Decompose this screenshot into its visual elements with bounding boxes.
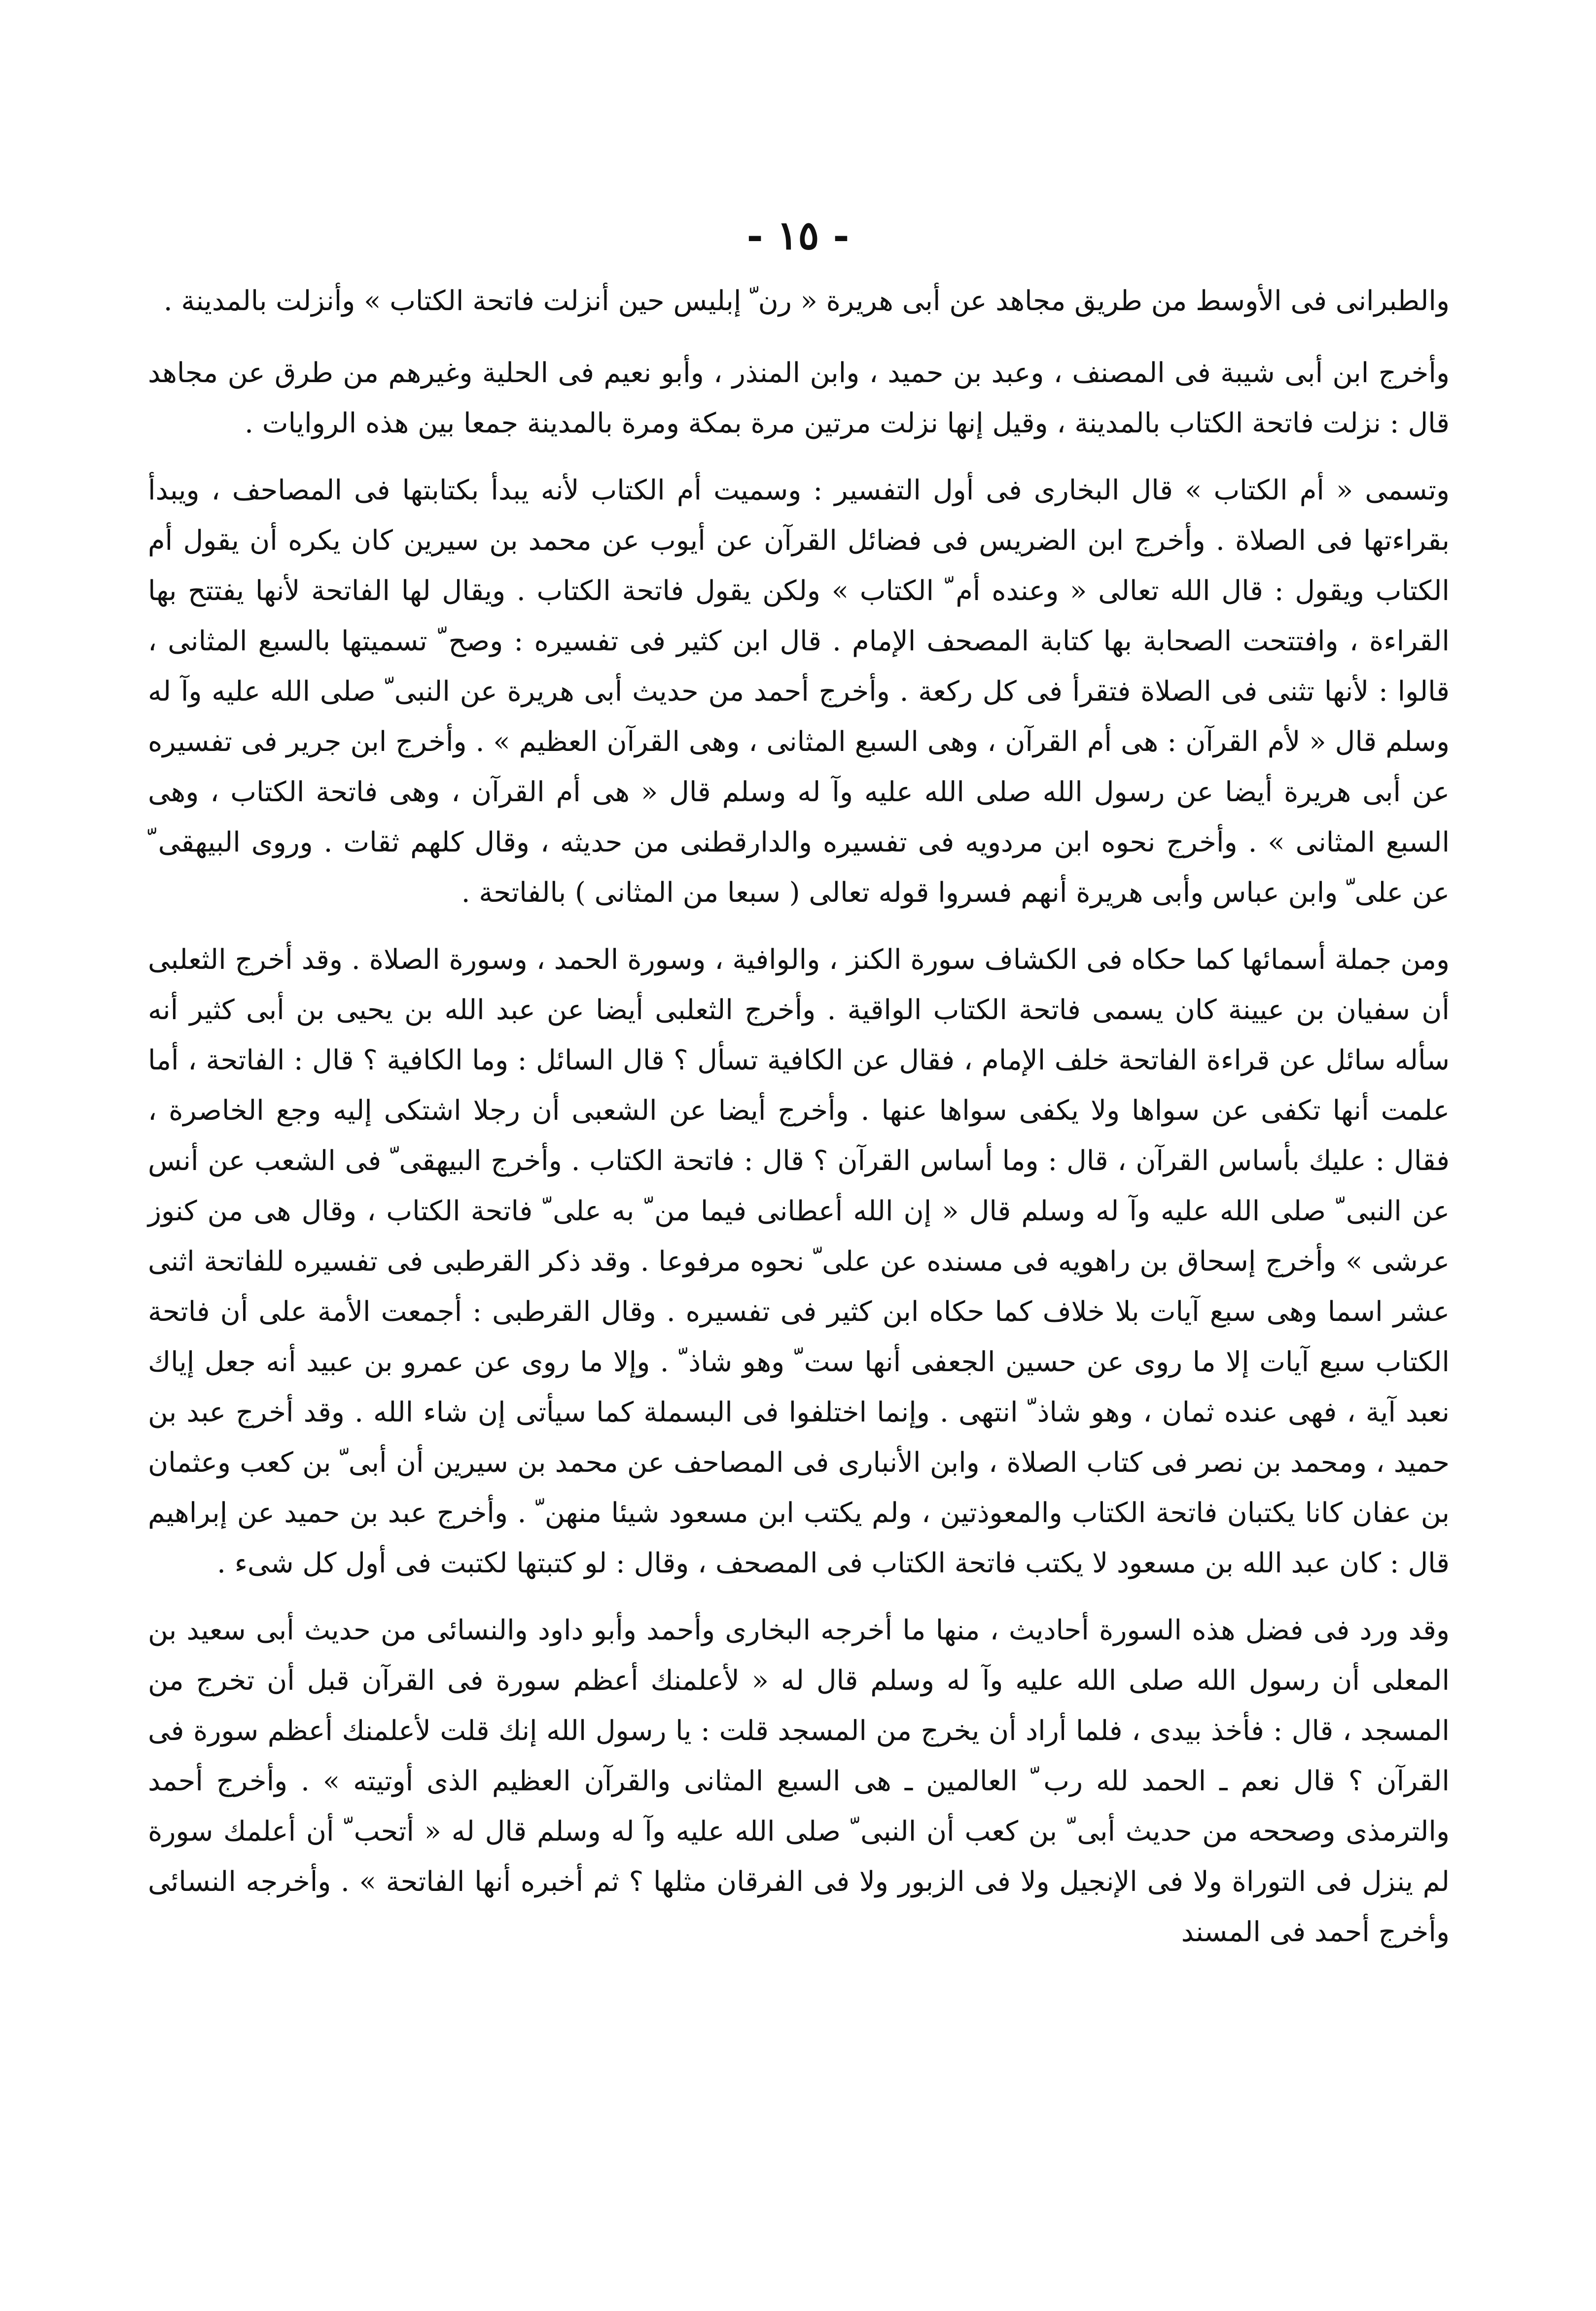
text-body — [148, 276, 1450, 1974]
paragraph: وأخرج ابن أبى شيبة فى المصنف ، وعبد بن حميد ، وابن المنذر ، وأبو نعيم فى الحلية وغيرهم من طرق عن مجاهد قال : نزلت فاتحة الكتاب بالمدينة ، وقيل إنها نزلت مرتين مرة بمكة ومرة بالمدينة جمعا بين هذه الروايات . — [148, 357, 1450, 439]
paragraph: ومن جملة أسمائها كما حكاه فى الكشاف سورة الكنز ، والوافية ، وسورة الحمد ، وسورة الصلاة . وقد أخرج الثعلبى أن سفيان بن عيينة كان يسمى فاتحة الكتاب الواقية . وأخرج الثعلبى أيضا عن عبد الله بن يحيى بن أبى كثير أنه سأله سائل عن قراءة الفاتحة خلف الإمام ، فقال عن الكافية تسأل ؟ قال السائل : وما الكافية ؟ قال : الفاتحة ، أما علمت أنها تكفى عن سواها ولا يكفى سواها عنها . وأخرج أيضا عن الشعبى أن رجلا اشتكى إليه وجع الخاصرة ، فقال : عليك بأساس القرآن ، قال : وما أساس القرآن ؟ قال : فاتحة الكتاب . وأخرج البيهقى ّ فى الشعب عن أنس عن النبى ّ صلى الله عليه وآ له وسلم قال « إن الله أعطانى فيما من ّ به على ّ فاتحة الكتاب ، وقال هى من كنوز عرشى » وأخرج إسحاق بن راهويه فى مسنده عن على ّ نحوه مرفوعا . وقد ذكر القرطبى فى تفسيره للفاتحة اثنى عشر اسما وهى سبع آيات بلا خلاف كما حكاه ابن كثير فى تفسيره . وقال القرطبى : أجمعت الأمة على أن فاتحة الكتاب سبع آيات إلا ما روى عن حسين الجعفى أنها ست ّ وهو شاذ ّ . وإلا ما روى عن عمرو بن عبيد أنه جعل إياك نعبد آية ، فهى عنده ثمان ، وهو شاذ ّ انتهى . وإنما اختلفوا فى البسملة كما سيأتى إن شاء الله . وقد أخرج عبد بن حميد ، ومحمد بن نصر فى كتاب الصلاة ، وابن الأنبارى فى المصاحف عن محمد بن سيرين أن أبى ّ بن كعب وعثمان بن عفان كانا يكتبان فاتحة الكتاب والمعوذتين ، ولم يكتب ابن مسعود شيئا منهن ّ . وأخرج عبد بن حميد عن إبراهيم قال : كان عبد الله بن مسعود لا يكتب فاتحة الكتاب فى المصحف ، وقال : لو كتبتها لكتبت فى أول كل شىء . — [148, 944, 1450, 1579]
paragraph: وتسمى « أم الكتاب » قال البخارى فى أول التفسير : وسميت أم الكتاب لأنه يبدأ بكتابتها فى المصاحف ، ويبدأ بقراءتها فى الصلاة . وأخرج ابن الضريس فى فضائل القرآن عن أيوب عن محمد بن سيرين كان يكره أن يقول أم الكتاب ويقول : قال الله تعالى « وعنده أم ّ الكتاب » ولكن يقول فاتحة الكتاب . ويقال لها الفاتحة لأنها يفتتح بها القراءة ، وافتتحت الصحابة بها كتابة المصحف الإمام . قال ابن كثير فى تفسيره : وصح ّ تسميتها بالسبع المثانى ، قالوا : لأنها تثنى فى الصلاة فتقرأ فى كل ركعة . وأخرج أحمد من حديث أبى هريرة عن النبى ّ صلى الله عليه وآ له وسلم قال « لأم القرآن : هى أم القرآن ، وهى السبع المثانى ، وهى القرآن العظيم » . وأخرج ابن جرير فى تفسيره عن أبى هريرة أيضا عن رسول الله صلى الله عليه وآ له وسلم قال « هى أم القرآن ، وهى فاتحة الكتاب ، وهى السبع المثانى » . وأخرج نحوه ابن مردويه فى تفسيره والدارقطنى من حديثه ، وقال كلهم ثقات . وروى البيهقى ّ عن على ّ وابن عباس وأبى هريرة أنهم فسروا قوله تعالى ( سبعا من المثانى ) بالفاتحة . — [148, 474, 1450, 909]
page-number: - ١٥ - — [746, 212, 850, 258]
paragraph: وقد ورد فى فضل هذه السورة أحاديث ، منها ما أخرجه البخارى وأحمد وأبو داود والنسائى من حديث أبى سعيد بن المعلى أن رسول الله صلى الله عليه وآ له وسلم قال له « لأعلمنك أعظم سورة فى القرآن قبل أن تخرج من المسجد ، قال : فأخذ بيدى ، فلما أراد أن يخرج من المسجد قلت : يا رسول الله إنك قلت لأعلمنك أعظم سورة فى القرآن ؟ قال نعم ـ الحمد لله رب ّ العالمين ـ هى السبع المثانى والقرآن العظيم الذى أوتيته » . وأخرج أحمد والترمذى وصححه من حديث أبى ّ بن كعب أن النبى ّ صلى الله عليه وآ له وسلم قال له « أتحب ّ أن أعلمك سورة لم ينزل فى التوراة ولا فى الإنجيل ولا فى الزبور ولا فى الفرقان مثلها ؟ ثم أخبره أنها الفاتحة » . وأخرجه النسائى وأخرج أحمد فى المسند — [148, 1614, 1450, 1948]
paragraph: والطبرانى فى الأوسط من طريق مجاهد عن أبى هريرة « رن ّ إبليس حين أنزلت فاتحة الكتاب » وأنزلت بالمدينة . — [163, 285, 1450, 317]
